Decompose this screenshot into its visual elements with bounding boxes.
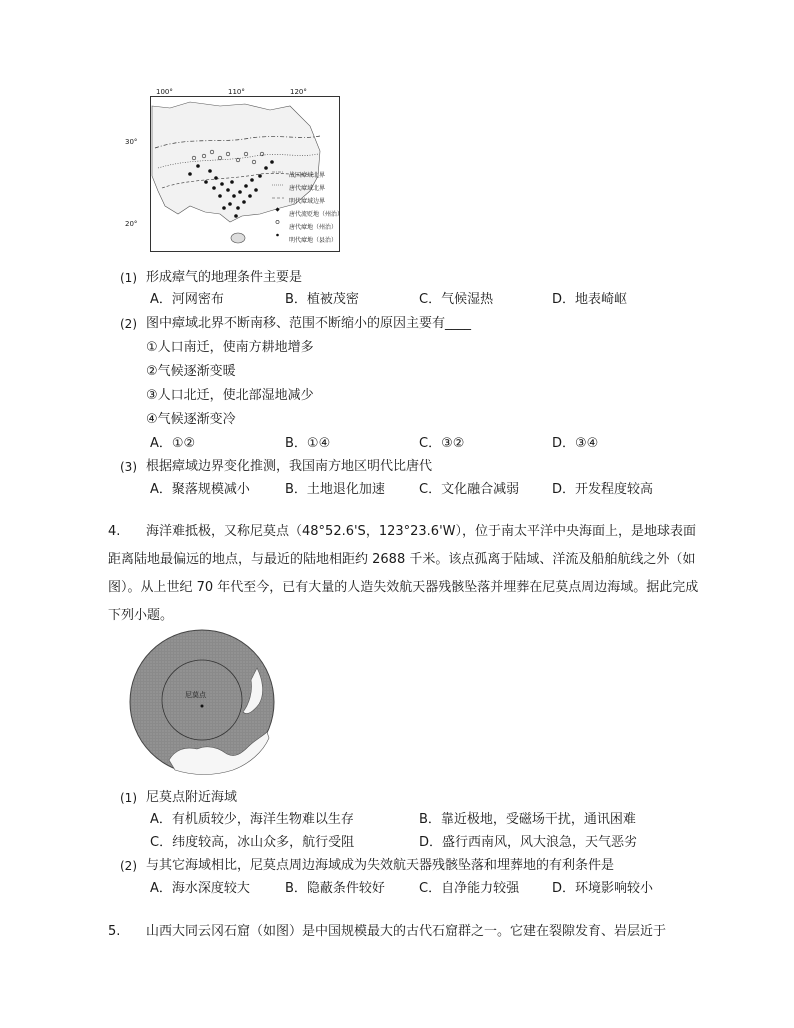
subq-stem: 图中瘴域北界不断南移、范围不断缩小的原因主要有____ (146, 316, 472, 331)
statement-item: ③人口北迁，使北部湿地减少 (146, 388, 314, 403)
option-d: D．盛行西南风，风大浪急，天气恶劣 (419, 835, 638, 850)
legend-item: 战国瘴域北界 (289, 172, 326, 179)
question-4-paragraph (108, 518, 703, 630)
legend-item: 唐代瘴地（州治） (289, 224, 338, 231)
lon-label: 120° (290, 88, 307, 96)
miasma-map (125, 88, 344, 252)
lat-label: 30° (125, 138, 138, 146)
option-a: A．聚落规模减小 (150, 482, 250, 497)
subq-number: (1) (120, 791, 137, 805)
question-number: 5. (108, 924, 121, 939)
subq-number: (3) (120, 460, 137, 474)
subq-stem: 形成瘴气的地理条件主要是 (146, 270, 303, 285)
point-nemo-label: 尼莫点 (185, 691, 206, 699)
subq-number: (2) (120, 859, 137, 873)
option-a: A．河网密布 (150, 292, 224, 307)
question-number: 4. (108, 524, 121, 539)
lon-label (160, 96, 174, 97)
subq-stem: 根据瘴域边界变化推测，我国南方地区明代比唐代 (146, 459, 433, 474)
statement-item: ④气候逐渐变冷 (146, 412, 236, 427)
subq-number: (1) (120, 271, 137, 285)
option-c: C．自净能力较强 (419, 881, 520, 896)
lon-label: 110° (228, 88, 245, 96)
statement-item: ①人口南迁，使南方耕地增多 (146, 340, 314, 355)
option-c: C．③② (419, 436, 465, 451)
option-a: A．①② (150, 436, 196, 451)
legend-item: 唐代瘴域北界 (289, 185, 326, 192)
map-legend (289, 169, 343, 247)
subq-stem: 与其它海域相比，尼莫点周边海域成为失效航天器残骸坠落和埋葬地的有利条件是 (146, 858, 615, 873)
option-a: A．海水深度较大 (150, 881, 250, 896)
legend-item: 明代瘴域边界 (289, 198, 326, 205)
option-b: B．靠近极地，受磁场干扰，通讯困难 (419, 812, 636, 827)
option-d: D．③④ (552, 436, 599, 451)
option-c: C．文化融合减弱 (419, 482, 520, 497)
question-text: 海洋难抵极，又称尼莫点（48°52.6'S，123°23.6'W），位于南太平洋中央海面上，是地球表面距离陆地最偏远的地点，与最近的陆地相距约 2688 千米。该点孤离于陆域、洋流及船舶航线之外（如图）。从上世纪 70 年代至今，已有大量的人造失效航天器残骸坠落并埋葬在尼莫点周边海域。据此完成下列小题。 (108, 524, 699, 623)
option-a: A．有机质较少，海洋生物难以生存 (150, 812, 354, 827)
subq-stem: 尼莫点附近海域 (146, 790, 238, 805)
legend-item: 唐代流贬地（州治） (289, 211, 344, 218)
lat-label: 20° (125, 220, 138, 228)
option-b: B．隐蔽条件较好 (285, 881, 385, 896)
question-5-paragraph (108, 918, 703, 946)
option-d: D．开发程度较高 (552, 482, 654, 497)
option-c: C．纬度较高，冰山众多，航行受阻 (150, 835, 355, 850)
option-c: C．气候湿热 (419, 292, 494, 307)
option-b: B．①④ (285, 436, 331, 451)
point-nemo-map (123, 628, 281, 776)
option-b: B．土地退化加速 (285, 482, 385, 497)
question-text: 山西大同云冈石窟（如图）是中国规模最大的古代石窟群之一。它建在裂隙发育、岩层近于 (146, 924, 667, 939)
legend-item: 明代瘴地（县治） (289, 237, 338, 244)
option-d: D．地表崎岖 (552, 292, 628, 307)
option-d: D．环境影响较小 (552, 881, 654, 896)
lon-label: 100° (156, 88, 173, 96)
subq-number: (2) (120, 317, 137, 331)
statement-item: ②气候逐渐变暖 (146, 364, 236, 379)
option-b: B．植被茂密 (285, 292, 359, 307)
